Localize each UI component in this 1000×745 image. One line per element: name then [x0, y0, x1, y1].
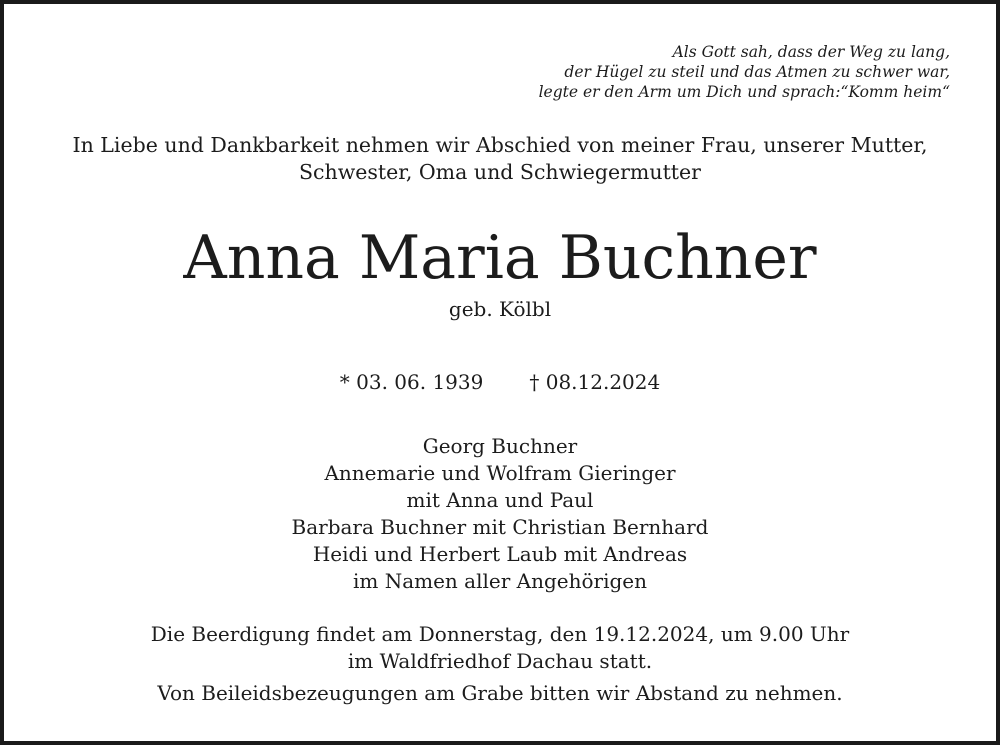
intro-line: In Liebe und Dankbarkeit nehmen wir Abschied von meiner Frau, unserer Mutter, — [72, 133, 928, 157]
funeral-info — [4, 621, 996, 675]
deceased-name: Anna Maria Buchner — [183, 223, 817, 293]
intro-text — [4, 132, 996, 186]
verse-line: legte er den Arm um Dich und sprach:“Komm heim“ — [538, 83, 950, 101]
birth-date: * 03. 06. 1939 — [339, 370, 484, 394]
funeral-line: Die Beerdigung findet am Donnerstag, den 19.12.2024, um 9.00 Uhr — [150, 622, 850, 646]
verse-quote — [539, 42, 950, 102]
mourner-line: mit Anna und Paul — [406, 488, 594, 512]
mourner-line: Heidi und Herbert Laub mit Andreas — [312, 542, 688, 566]
funeral-line: im Waldfriedhof Dachau statt. — [347, 649, 653, 673]
death-date: † 08.12.2024 — [529, 370, 661, 394]
intro-line: Schwester, Oma und Schwiegermutter — [299, 160, 701, 184]
condolence-note: Von Beileidsbezeugungen am Grabe bitten wir Abstand zu nehmen. — [157, 681, 843, 705]
mourners-list — [4, 433, 996, 595]
verse-line: der Hügel zu steil und das Atmen zu schwer war, — [564, 63, 950, 81]
verse-line: Als Gott sah, dass der Weg zu lang, — [672, 43, 950, 61]
life-dates — [4, 368, 996, 396]
mourner-line: Barbara Buchner mit Christian Bernhard — [291, 515, 709, 539]
mourner-line: Georg Buchner — [422, 434, 578, 458]
mourner-line: im Namen aller Angehörigen — [352, 569, 647, 593]
maiden-name: geb. Kölbl — [448, 297, 552, 321]
mourner-line: Annemarie und Wolfram Gieringer — [324, 461, 676, 485]
